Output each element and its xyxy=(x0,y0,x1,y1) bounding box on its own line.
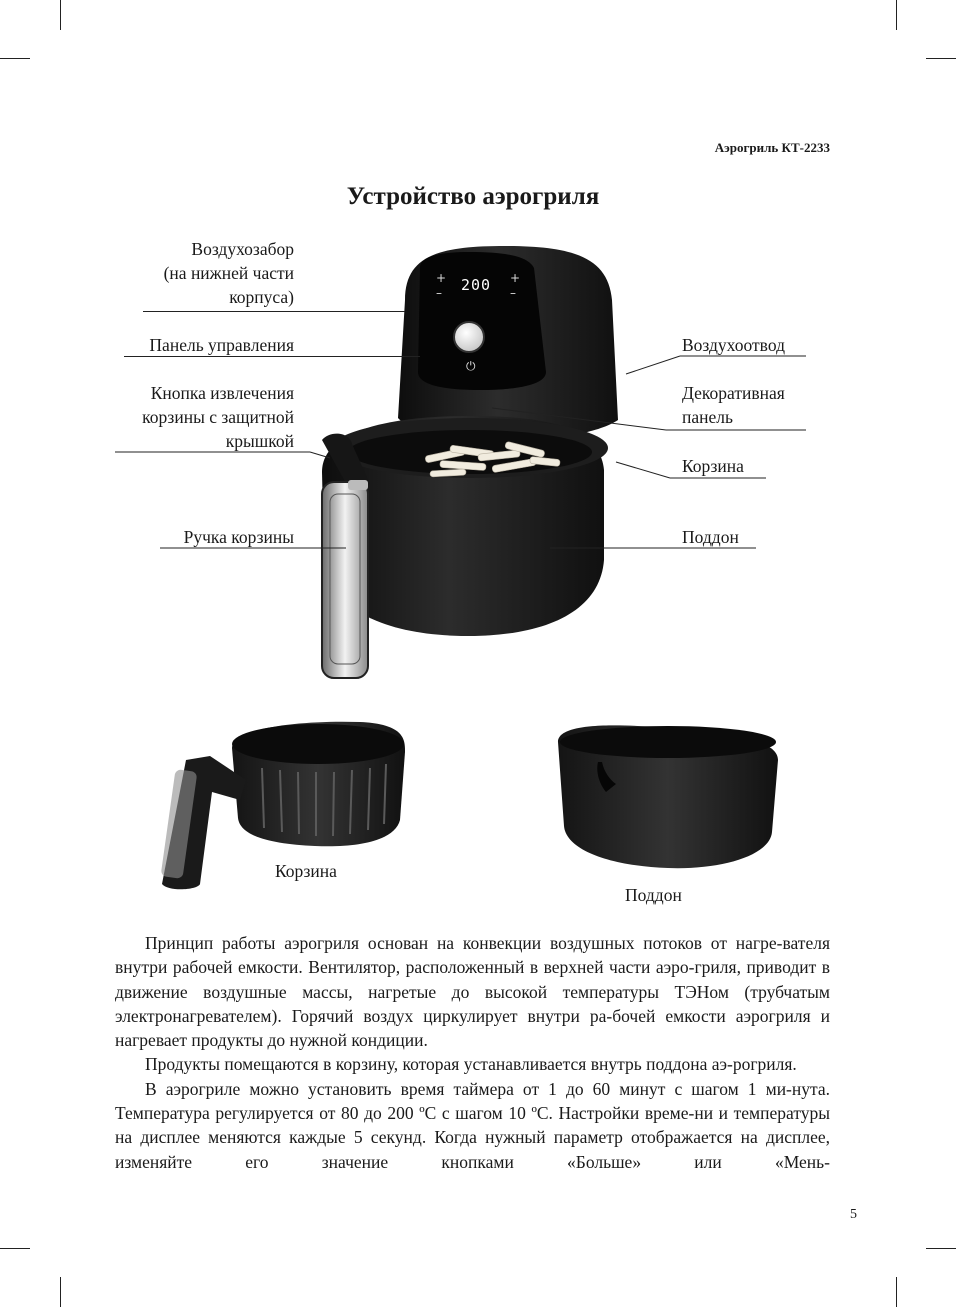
page-number: 5 xyxy=(850,1207,857,1222)
paragraph: Продукты помещаются в корзину, которая устанавливается внутрь поддона аэ-рогриля. xyxy=(145,1054,797,1075)
paragraph: Принцип работы аэрогриля основан на конвекции воздушных потоков от нагре-вателя внутри рабочей емкости. Вентилятор, расположенный в верхней части аэро-гриля, приводит в движение воздушные массы, нагретые до высокой температуры ТЭНом (трубчатым электронагревателем). Горячий воздух циркулирует внутри ра-бочей емкости аэрогриля и нагревает продукты до нужной кондиции. xyxy=(115,933,830,1051)
crop-mark xyxy=(926,1248,956,1249)
plus-icon: + xyxy=(436,271,447,285)
display-readout: 200 xyxy=(461,276,492,294)
paragraph: В аэрогриле можно установить время таймера от 1 до 60 минут с шагом 1 ми-нута. Температура регулируется от 80 до 200 ºС с шагом 10 ºС. Настройки време-ни и температуры на дисплее меняются каждые 5 секунд. Когда нужный параметр отображается на дисплее, изменяйте его значение кнопками «Больше» или «Мень- xyxy=(115,1078,830,1172)
callout-release-button: Кнопка извлечения корзины с защитной крышкой xyxy=(142,383,294,451)
callout-tray: Поддон xyxy=(682,527,739,547)
callout-air-outlet: Воздухоотвод xyxy=(682,335,785,355)
callout-basket: Корзина xyxy=(682,456,744,476)
crop-mark xyxy=(896,1277,897,1307)
power-icon: ⏻ xyxy=(466,359,476,373)
caption-basket: Корзина xyxy=(275,861,337,881)
plus-icon: + xyxy=(510,271,521,285)
body-text xyxy=(115,931,830,1174)
callout-control-panel: Панель управления xyxy=(149,335,294,355)
running-header: Аэрогриль КТ-2233 xyxy=(714,140,830,155)
callout-basket-handle: Ручка корзины xyxy=(183,527,294,547)
minus-icon: – xyxy=(510,286,516,300)
crop-mark xyxy=(0,1248,30,1249)
caption-tray: Поддон xyxy=(625,885,682,905)
minus-icon: – xyxy=(436,286,442,300)
tray-illustration xyxy=(558,725,778,868)
crop-mark xyxy=(60,1277,61,1307)
callout-air-intake: Воздухозабор (на нижней части корпуса) xyxy=(163,239,294,307)
callout-decorative-panel: Декоративная панель xyxy=(682,383,785,427)
page-title: Устройство аэрогриля xyxy=(346,183,600,210)
